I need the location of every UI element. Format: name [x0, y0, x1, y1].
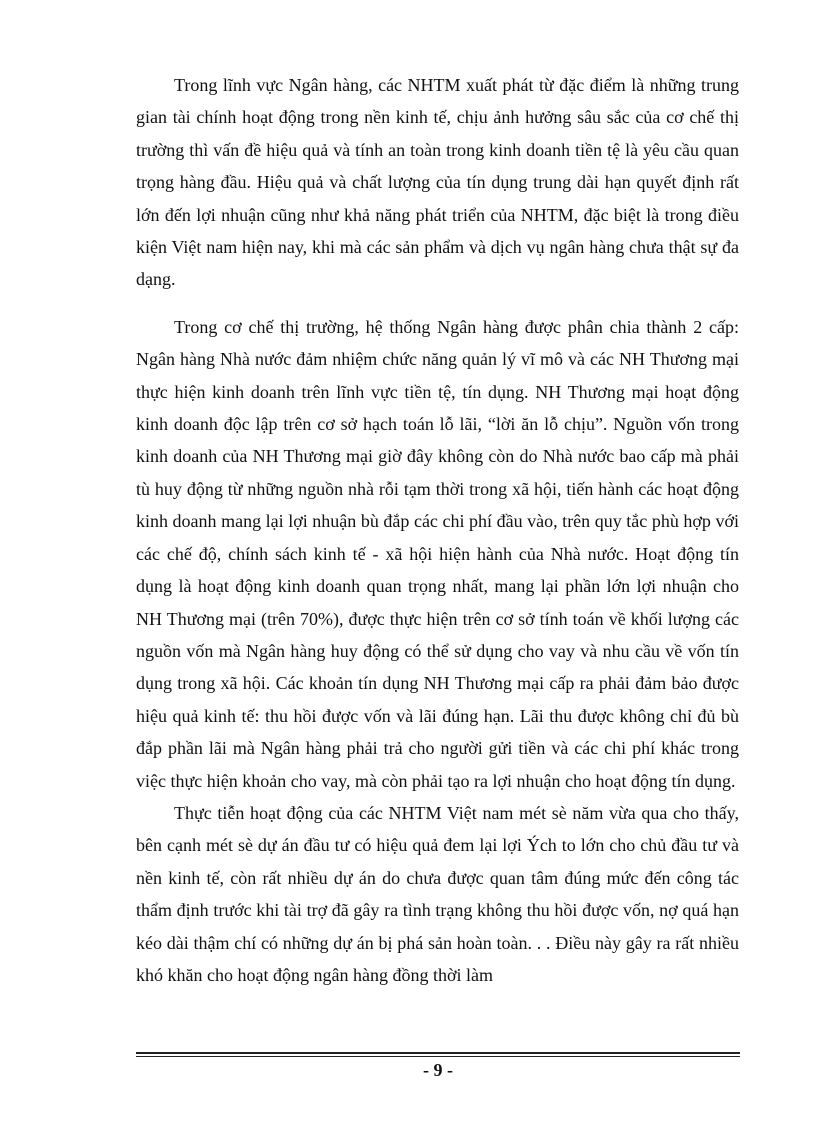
paragraph-3: Thực tiễn hoạt động của các NHTM Việt nam mét sè năm vừa qua cho thấy, bên cạnh mét sè dự án đầu tư có hiệu quả đem lại lợi Ých to lớn cho chủ đầu tư và nền kinh tế, còn rất nhiều dự án do chưa được quan tâm đúng mức đến công tác thẩm định trước khi tài trợ đã gây ra tình trạng không thu hồi được vốn, nợ quá hạn kéo dài thậm chí có những dự án bị phá sản hoàn toàn. . . Điều này gây ra rất nhiều khó khăn cho hoạt động ngân hàng đồng thời làm — [136, 802, 739, 985]
paragraph-2: Trong cơ chế thị trường, hệ thống Ngân hàng được phân chia thành 2 cấp: Ngân hàng Nhà nước đảm nhiệm chức năng quản lý vĩ mô và các NH Thương mại thực hiện kinh doanh trên lĩnh vực tiền tệ, tín dụng. NH Thương mại hoạt động kinh doanh độc lập trên cơ sở hạch toán lỗ lãi, “lời ăn lỗ chịu”. Nguồn vốn trong kinh doanh của NH Thương mại giờ đây không còn do Nhà nước bao cấp mà phải tù huy động từ những nguồn nhà rỗi tạm thời trong xã hội, tiến hành các hoạt động kinh doanh mang lại lợi nhuận bù đắp các chi phí đầu vào, trên quy tắc phù hợp với các chế độ, chính sách kinh tế - xã hội hiện hành của Nhà nước. Hoạt động tín dụng là hoạt động kinh doanh quan trọng nhất, mang lại phần lớn lợi nhuận cho NH Thương mại (trên 70%), được thực hiện trên cơ sở tính toán về khối lượng các nguồn vốn mà Ngân hàng huy động có thể sử dụng cho vay và nhu cầu về vốn tín dụng trong xã hội. Các khoản tín dụng NH Thương mại cấp ra phải đảm bảo được hiệu quả kinh tế: thu hồi được vốn và lãi đúng hạn. Lãi thu được không chỉ đủ bù đắp phần lãi mà Ngân hàng phải trả cho người gửi tiền và các chi phí khác trong việc thực hiện khoản cho vay, mà còn phải tạo ra lợi nhuận cho hoạt động tín dụng. — [136, 316, 739, 791]
footer-divider — [136, 1052, 740, 1057]
paragraph-1: Trong lĩnh vực Ngân hàng, các NHTM xuất phát từ đặc điểm là những trung gian tài chính hoạt động trong nền kinh tế, chịu ảnh hưởng sâu sắc của cơ chế thị trường thì vấn đề hiệu quả và tính an toàn trong kinh doanh tiền tệ là yêu cầu quan trọng hàng đầu. Hiệu quả và chất lượng của tín dụng trung dài hạn quyết định rất lớn đến lợi nhuận cũng như khả năng phát triển của NHTM, đặc biệt là trong điều kiện Việt nam hiện nay, khi mà các sản phẩm và dịch vụ ngân hàng chưa thật sự đa dạng. — [136, 75, 739, 290]
page-number: - 9 - — [423, 1060, 453, 1080]
body-text — [136, 69, 739, 991]
